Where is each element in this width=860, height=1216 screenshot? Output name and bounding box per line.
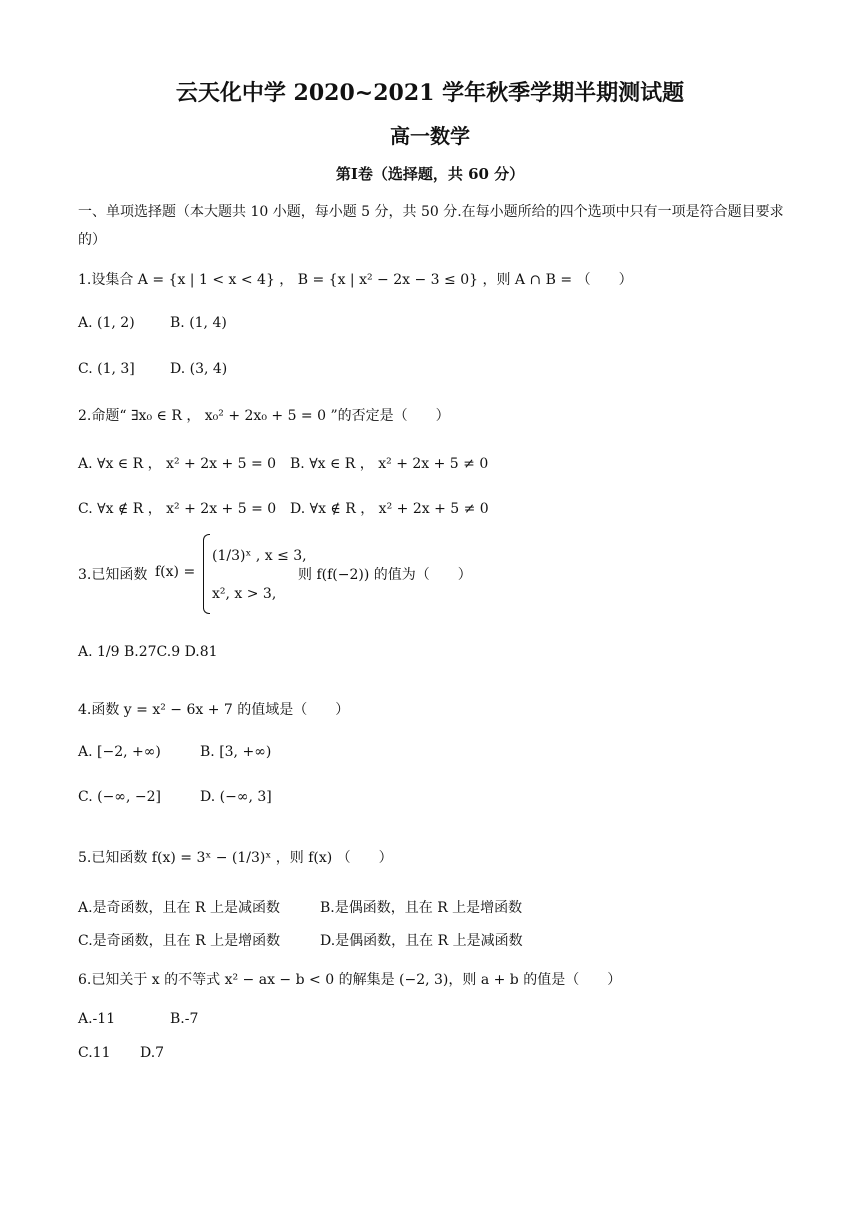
question-2-option-d: D. ∀x ∉ R ， x² + 2x + 5 ≠ 0 [290, 501, 489, 517]
question-2-option-c: C. ∀x ∉ R ， x² + 2x + 5 = 0 [78, 501, 277, 517]
question-1-option-a: A. (1, 2) [78, 315, 135, 331]
question-4-stem: 4.函数 y = x² − 6x + 7 的值域是（ ） [78, 702, 350, 718]
question-5-stem: 5.已知函数 f(x) = 3ˣ − (1/3)ˣ ，则 f(x) （ ） [78, 850, 393, 866]
question-6-stem: 6.已知关于 x 的不等式 x² − ax − b < 0 的解集是 (−2, 3)，则 a + b 的值是（ ） [78, 972, 622, 988]
piecewise-brace [203, 534, 210, 614]
question-4-option-a: A. [−2, +∞) [78, 744, 161, 760]
question-1-option-c: C. (1, 3] [78, 361, 135, 377]
question-3-stem-prefix: 3.已知函数 [78, 567, 148, 583]
question-3-function: f(x) = [155, 564, 196, 580]
question-5-option-a: A.是奇函数，且在 R 上是减函数 [78, 900, 281, 916]
question-3-case-2: x², x > 3, [212, 586, 277, 602]
instructions: 一、单项选择题（本大题共 10 小题，每小题 5 分，共 50 分.在每小题所给的四个选项中只有一项是符合题目要求的） [78, 204, 784, 248]
question-3-options: A. 1/9 B.27C.9 D.81 [78, 644, 218, 660]
question-6-option-a: A.-11 [78, 1011, 116, 1027]
question-1-stem: 1.设集合 A = {x | 1 < x < 4} ， B = {x | x² − 2x − 3 ≤ 0} ，则 A ∩ B = （ ） [78, 272, 633, 288]
question-1-option-d: D. (3, 4) [170, 361, 228, 377]
question-5-option-d: D.是偶函数，且在 R 上是减函数 [320, 933, 523, 949]
question-2-stem: 2.命题“ ∃x₀ ∈ R ， x₀² + 2x₀ + 5 = 0 ”的否定是（ ） [78, 408, 450, 424]
question-3-case-1: (1/3)ˣ , x ≤ 3, [212, 548, 307, 564]
question-2-option-a: A. ∀x ∈ R ， x² + 2x + 5 = 0 [78, 456, 277, 472]
question-5-option-b: B.是偶函数，且在 R 上是增函数 [320, 900, 523, 916]
question-6-option-d: D.7 [140, 1045, 165, 1061]
question-3-stem-suffix: 则 f(f(−2)) 的值为（ ） [298, 567, 472, 583]
question-6-option-b: B.-7 [170, 1011, 199, 1027]
question-4-option-d: D. (−∞, 3] [200, 789, 272, 805]
section-heading: 第Ⅰ卷（选择题，共 60 分） [335, 165, 525, 183]
question-2-option-b: B. ∀x ∈ R ， x² + 2x + 5 ≠ 0 [290, 456, 489, 472]
question-1-option-b: B. (1, 4) [170, 315, 227, 331]
question-4-option-b: B. [3, +∞) [200, 744, 272, 760]
page-subtitle: 高一数学 [390, 124, 470, 148]
question-5-option-c: C.是奇函数，且在 R 上是增函数 [78, 933, 281, 949]
page-title: 云天化中学 2020~2021 学年秋季学期半期测试题 [175, 80, 685, 106]
question-4-option-c: C. (−∞, −2] [78, 789, 161, 805]
question-6-option-c: C.11 [78, 1045, 111, 1061]
